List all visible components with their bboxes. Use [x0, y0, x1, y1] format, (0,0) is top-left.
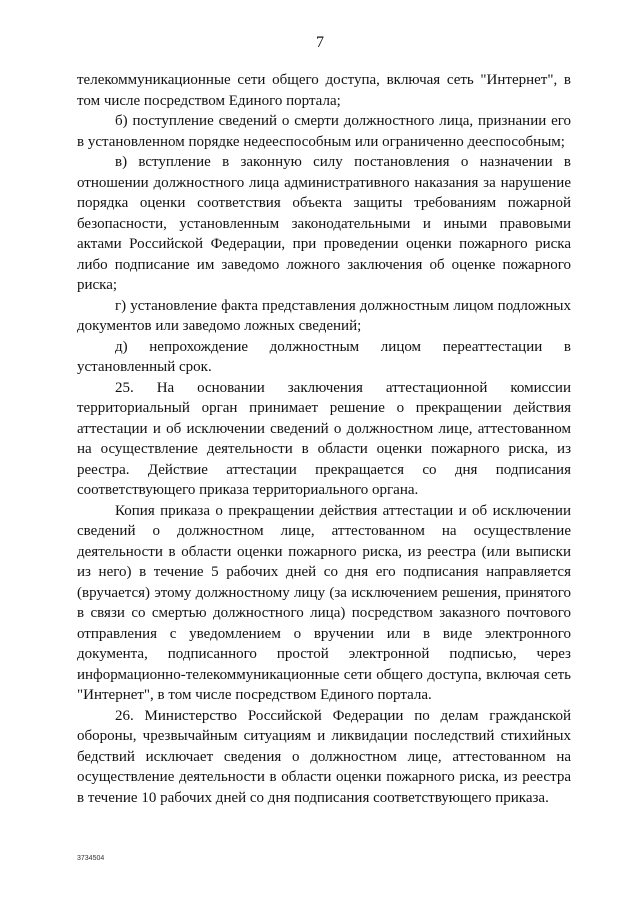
document-body	[77, 70, 571, 808]
paragraph-25: 25. На основании заключения аттестационной комиссии территориальный орган принимает решение о прекращении действия аттестации и об исключении сведений о должностном лице, аттестованном на осуществление деятельности в области оценки пожарного риска, из реестра. Действие аттестации прекращается со дня подписания соответствующего приказа территориального органа.	[77, 379, 571, 498]
paragraph-continuation: телекоммуникационные сети общего доступа, включая сеть "Интернет", в том числе посредством Единого портала;	[77, 72, 571, 109]
paragraph-26: 26. Министерство Российской Федерации по делам гражданской обороны, чрезвычайным ситуациям и ликвидации последствий стихийных бедствий исключает сведения о должностном лице, аттестованном на осуществление деятельности в области оценки пожарного риска, из реестра в течение 10 рабочих дней со дня подписания соответствующего приказа.	[77, 707, 571, 806]
paragraph-item-d: д) непрохождение должностным лицом переаттестации в установленный срок.	[77, 338, 571, 375]
paragraph-item-b: б) поступление сведений о смерти должностного лица, признании его в установленном порядке недееспособным или ограниченно дееспособным;	[77, 113, 571, 150]
paragraph-item-g: г) установление факта представления должностным лицом подложных документов или заведомо ложных сведений;	[77, 297, 571, 334]
document-code: 3734504	[77, 855, 105, 862]
paragraph-item-v: в) вступление в законную силу постановления о назначении в отношении должностного лица административного наказания за нарушение порядка оценки соответствия объекта защиты требованиям пожарной безопасности, установленным законодательными и иными правовыми актами Российской Федерации, при проведении оценки пожарного риска либо подписание им заведомо ложного заключения об оценке пожарного риска;	[77, 154, 571, 293]
paragraph-25-copy: Копия приказа о прекращении действия аттестации и об исключении сведений о должностном лице, аттестованном на осуществление деятельности в области оценки пожарного риска, из реестра (или выписки из него) в течение 5 рабочих дней со дня его подписания направляется (вручается) этому должностному лицу (за исключением решения, принятого в связи со смертью должностного лица) посредством заказного почтового отправления с уведомлением о вручении или в виде электронного документа, подписанного простой электронной подписью, через информационно-телекоммуникационные сети общего доступа, включая сеть "Интернет", в том числе посредством Единого портала.	[77, 502, 571, 703]
page-number: 7	[316, 34, 324, 51]
